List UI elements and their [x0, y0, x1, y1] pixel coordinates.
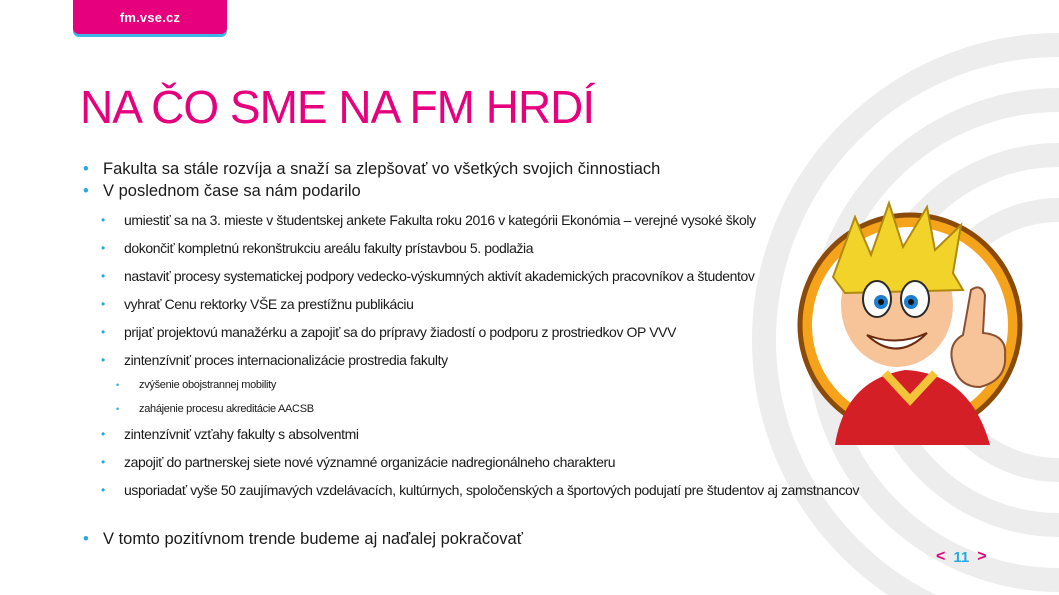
- thumbs-up-mascot-icon: [785, 195, 1035, 445]
- site-url-tab[interactable]: fm.vse.cz: [73, 0, 227, 34]
- achievement-item: • umiestiť sa na 3. mieste v študentskej ankete Fakulta roku 2016 v kategórii Ekonómia – verejné vysoké školy: [101, 206, 756, 234]
- achievement-item: • zintenzívniť vzťahy fakulty s absolventmi: [101, 420, 859, 448]
- intro-bullet-list: [83, 158, 660, 202]
- internationalization-sub-list: [116, 373, 314, 421]
- page-number: 11: [953, 548, 970, 566]
- page-navigation: [936, 546, 1006, 568]
- intro-bullet-item: • V poslednom čase sa nám podarilo: [83, 180, 660, 202]
- achievement-item: • nastaviť procesy systematickej podpory vedecko-výskumných aktivít akademických pracovníkov a študentov: [101, 262, 756, 290]
- page-title: NA ČO SME NA FM HRDÍ: [80, 81, 595, 133]
- achievement-list-b: [101, 420, 859, 504]
- achievement-list-a: [101, 206, 756, 374]
- achievement-item: • zintenzívniť proces internacionalizácie prostredia fakulty: [101, 346, 756, 374]
- achievement-item: • prijať projektovú manažérku a zapojiť sa do prípravy žiadostí o podporu z prostriedkov OP VVV: [101, 318, 756, 346]
- closing-bullet-list: [83, 528, 523, 550]
- sub-achievement-item: • zahájenie procesu akreditácie AACSB: [116, 397, 314, 421]
- achievement-item: • dokončiť kompletnú rekonštrukciu areálu fakulty prístavbou 5. podlažia: [101, 234, 756, 262]
- previous-page-arrow[interactable]: <: [936, 548, 946, 565]
- achievement-item: • zapojiť do partnerskej siete nové významné organizácie nadregionálneho charakteru: [101, 448, 859, 476]
- intro-bullet-item: • Fakulta sa stále rozvíja a snaží sa zlepšovať vo všetkých svojich činnostiach: [83, 158, 660, 180]
- sub-achievement-item: • zvýšenie obojstrannej mobility: [116, 373, 314, 397]
- next-page-arrow[interactable]: >: [977, 548, 987, 565]
- achievement-item: • vyhrať Cenu rektorky VŠE za prestížnu publikáciu: [101, 290, 756, 318]
- achievement-item: • usporiadať vyše 50 zaujímavých vzdelávacích, kultúrnych, spoločenských a športových podujatí pre študentov aj zamstnancov: [101, 476, 859, 504]
- closing-bullet-item: • V tomto pozitívnom trende budeme aj naďalej pokračovať: [83, 528, 523, 550]
